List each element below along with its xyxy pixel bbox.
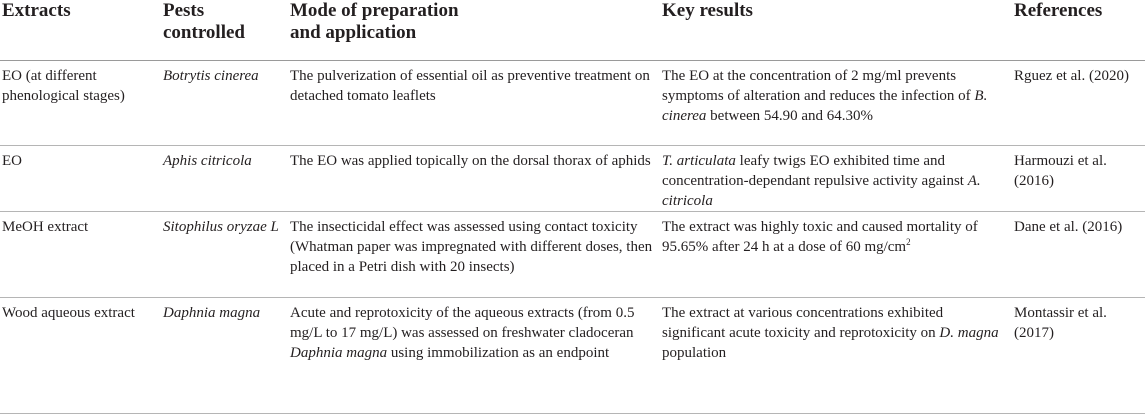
- cell-extract: EO: [0, 145, 163, 211]
- cell-results: [662, 60, 1014, 145]
- cell-mode: [290, 60, 662, 145]
- cell-extract: Wood aqueous extract: [0, 297, 163, 413]
- table-row: [0, 60, 1145, 145]
- italic-text: Daphnia magna: [290, 344, 388, 361]
- cell-mode: [290, 297, 662, 413]
- header-pests-line1: Pests: [163, 0, 205, 21]
- header-pests: [163, 0, 290, 60]
- cell-reference: Rguez et al. (2020): [1014, 60, 1145, 145]
- header-mode-line2: and application: [290, 22, 417, 43]
- header-pests-line2: controlled: [163, 22, 245, 43]
- table-header: [0, 0, 1145, 60]
- cell-results: [662, 211, 1014, 297]
- italic-text: A. citricola: [662, 172, 981, 209]
- cell-mode: [290, 211, 662, 297]
- header-row: [0, 0, 1145, 60]
- italic-text: D. magna: [939, 324, 999, 341]
- italic-text: T. articulata: [662, 152, 736, 169]
- table-row: [0, 145, 1145, 211]
- header-mode-line1: Mode of preparation: [290, 0, 459, 21]
- text-segment: The pulverization of essential oil as preventive treatment on detached tomato leaflets: [290, 67, 650, 104]
- text-segment: leafy twigs EO exhibited time and concentration-dependant repulsive activity against: [662, 152, 968, 189]
- text-segment: The insecticidal effect was assessed using contact toxicity (Whatman paper was impregnated with different doses, then placed in a Petri dish with 20 insects): [290, 218, 653, 275]
- table-body: [0, 60, 1145, 413]
- text-segment: Acute and reprotoxicity of the aqueous extracts (from 0.5 mg/L to 17 mg/L) was assessed on freshwater cladoceran: [290, 304, 635, 341]
- header-mode: [290, 0, 662, 60]
- italic-text: B. cinerea: [662, 87, 988, 124]
- text-segment: The extract at various concentrations exhibited significant acute toxicity and reprotoxicity on: [662, 304, 944, 341]
- table-row: [0, 211, 1145, 297]
- cell-mode: [290, 145, 662, 211]
- cell-reference: Montassir et al. (2017): [1014, 297, 1145, 413]
- superscript-text: 2: [906, 236, 911, 247]
- header-results: [662, 0, 1014, 60]
- cell-pest: Sitophilus oryzae L: [163, 211, 290, 297]
- cell-pest: Botrytis cinerea: [163, 60, 290, 145]
- table-row: [0, 297, 1145, 413]
- text-segment: The EO at the concentration of 2 mg/ml prevents symptoms of alteration and reduces the infection of: [662, 67, 975, 104]
- text-segment: between 54.90 and 64.30%: [706, 107, 874, 124]
- cell-results: [662, 145, 1014, 211]
- header-extracts: [0, 0, 163, 60]
- cell-pest: Daphnia magna: [163, 297, 290, 413]
- cell-extract: EO (at different phenological stages): [0, 60, 163, 145]
- cell-reference: Harmouzi et al. (2016): [1014, 145, 1145, 211]
- text-segment: using immobilization as an endpoint: [387, 344, 610, 361]
- cell-pest: Aphis citricola: [163, 145, 290, 211]
- text-segment: The extract was highly toxic and caused mortality of 95.65% after 24 h at a dose of 60 mg/cm: [662, 218, 978, 255]
- cell-extract: MeOH extract: [0, 211, 163, 297]
- cell-results: [662, 297, 1014, 413]
- text-segment: population: [662, 344, 727, 361]
- cell-reference: Dane et al. (2016): [1014, 211, 1145, 297]
- header-extracts-label: Extracts: [2, 0, 71, 21]
- header-references: [1014, 0, 1145, 60]
- text-segment: The EO was applied topically on the dorsal thorax of aphids: [290, 152, 651, 169]
- header-references-label: References: [1014, 0, 1103, 21]
- header-results-label: Key results: [662, 0, 753, 21]
